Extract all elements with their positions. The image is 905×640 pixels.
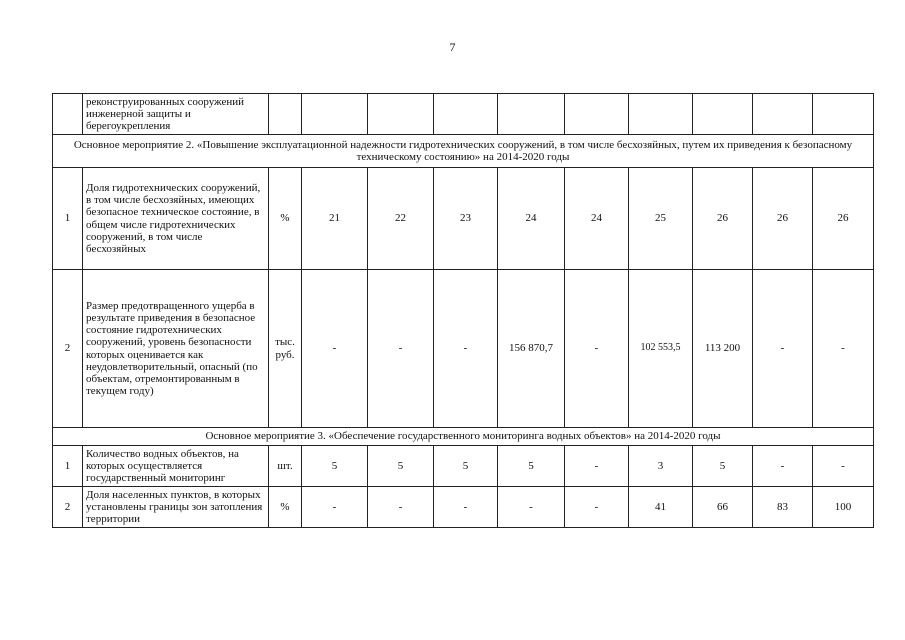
- value-cell: -: [565, 270, 629, 428]
- value-cell: 83: [753, 487, 813, 528]
- value-cell: 3: [629, 446, 693, 487]
- table-row: [53, 487, 874, 528]
- row-description: Доля населенных пунктов, в которых установлены границы зон затопления территории: [83, 487, 269, 528]
- row-unit: тыс. руб.: [269, 270, 302, 428]
- value-cell: 5: [434, 446, 498, 487]
- value-cell: 24: [565, 168, 629, 270]
- section-header-row: [53, 428, 874, 446]
- table-cell: [302, 94, 368, 135]
- table-row: [53, 94, 874, 135]
- section-title: Основное мероприятие 3. «Обеспечение государственного мониторинга водных объектов» на 2014-2020 годы: [53, 428, 874, 446]
- row-number: [53, 94, 83, 135]
- row-description: Размер предотвращенного ущерба в результате приведения в безопасное состояние гидротехнических сооружений, уровень безопасности которых оценивается как неудовлетворительный, опасный (по объектам, отремонтированным в текущем году): [83, 270, 269, 428]
- value-cell: 66: [693, 487, 753, 528]
- value-cell: -: [813, 270, 874, 428]
- value-cell: -: [368, 487, 434, 528]
- value-cell: 24: [498, 168, 565, 270]
- table-cell: [629, 94, 693, 135]
- value-cell: -: [368, 270, 434, 428]
- row-unit: %: [269, 168, 302, 270]
- row-number: 1: [53, 446, 83, 487]
- table-cell: [813, 94, 874, 135]
- table-row: [53, 270, 874, 428]
- row-number: 2: [53, 487, 83, 528]
- section-title: Основное мероприятие 2. «Повышение эксплуатационной надежности гидротехнических сооружений, в том числе бесхозяйных, путем их приведения к безопасному техническому состоянию» на 2014-2020 годы: [53, 135, 874, 168]
- value-cell: -: [753, 270, 813, 428]
- row-description: реконструированных сооружений инженерной защиты и берегоукрепления: [83, 94, 269, 135]
- value-cell: -: [302, 487, 368, 528]
- table-cell: [434, 94, 498, 135]
- value-cell: 100: [813, 487, 874, 528]
- value-cell: 5: [498, 446, 565, 487]
- value-cell: -: [565, 487, 629, 528]
- value-cell: -: [565, 446, 629, 487]
- table-cell: [498, 94, 565, 135]
- row-description: Доля гидротехнических сооружений, в том числе бесхозяйных, имеющих безопасное техническое состояние, в общем числе гидротехнических сооружений, в том числе бесхозяйных: [83, 168, 269, 270]
- value-cell: 156 870,7: [498, 270, 565, 428]
- table-cell: [368, 94, 434, 135]
- value-cell: 41: [629, 487, 693, 528]
- table-cell: [269, 94, 302, 135]
- value-cell: -: [434, 270, 498, 428]
- page-number: 7: [449, 40, 456, 54]
- value-cell: 5: [368, 446, 434, 487]
- value-cell: 113 200: [693, 270, 753, 428]
- value-cell: 23: [434, 168, 498, 270]
- row-number: 2: [53, 270, 83, 428]
- indicators-table: [52, 93, 874, 528]
- table-cell: [565, 94, 629, 135]
- row-description: Количество водных объектов, на которых осуществляется государственный мониторинг: [83, 446, 269, 487]
- table-row: [53, 168, 874, 270]
- value-cell: 26: [813, 168, 874, 270]
- value-cell: 5: [302, 446, 368, 487]
- value-cell: -: [813, 446, 874, 487]
- value-cell: -: [434, 487, 498, 528]
- table-cell: [753, 94, 813, 135]
- value-cell: -: [302, 270, 368, 428]
- row-unit: %: [269, 487, 302, 528]
- row-unit: шт.: [269, 446, 302, 487]
- section-header-row: [53, 135, 874, 168]
- table-row: [53, 446, 874, 487]
- value-cell: 5: [693, 446, 753, 487]
- value-cell: 21: [302, 168, 368, 270]
- value-cell: -: [498, 487, 565, 528]
- value-cell: 26: [693, 168, 753, 270]
- value-cell: 102 553,5: [629, 270, 693, 428]
- row-number: 1: [53, 168, 83, 270]
- value-cell: 25: [629, 168, 693, 270]
- value-cell: 26: [753, 168, 813, 270]
- value-cell: -: [753, 446, 813, 487]
- table-cell: [693, 94, 753, 135]
- value-cell: 22: [368, 168, 434, 270]
